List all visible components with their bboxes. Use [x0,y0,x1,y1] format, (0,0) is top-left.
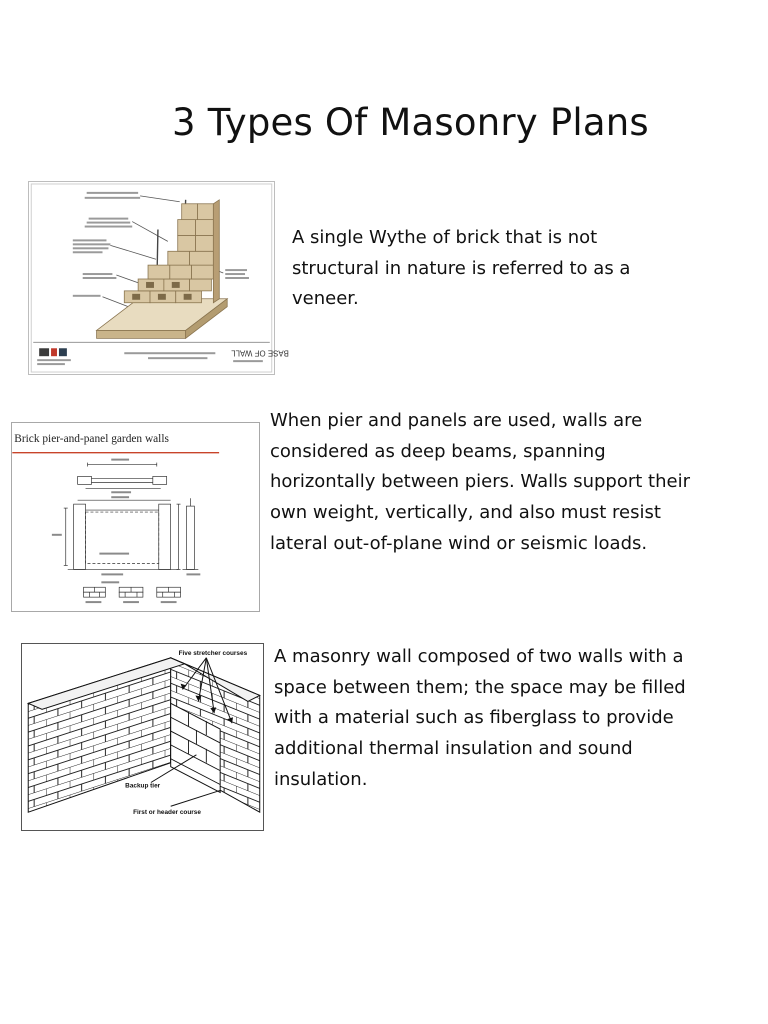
cavity-wall-figure [21,643,264,831]
veneer-description: A single Wythe of brick that is not structural in nature is referred to as a veneer. [292,227,631,310]
cavity-label-backup: Backup tier [125,782,161,790]
pier-and-panel-figure [11,422,260,612]
cavity-wall-description: A masonry wall composed of two walls with a space between them; the space may be filled with a material such as fiberglass to provide additional thermal insulation and sound insulation. [274,646,686,790]
cavity-label-header: First or header course [133,809,201,817]
pier-and-panel-description: When pier and panels are used, walls are considered as deep beams, spanning horizontally between piers. Walls support their own weight, vertically, and also must resist lateral out-of-plane wind or seismic loads. [270,410,690,554]
veneer-wall-drawing [29,182,289,374]
pier-panel-caption: Brick pier-and-panel garden walls [14,432,169,445]
veneer-wall-figure [28,181,289,375]
cavity-wall-drawing [22,644,263,830]
veneer-figure-footer-title: BASE OF WALL [231,348,289,358]
pier-and-panel-drawing [12,423,259,611]
page-title: 3 Types Of Masonry Plans [172,101,649,144]
cavity-label-stretcher: Five stretcher courses [178,649,248,657]
